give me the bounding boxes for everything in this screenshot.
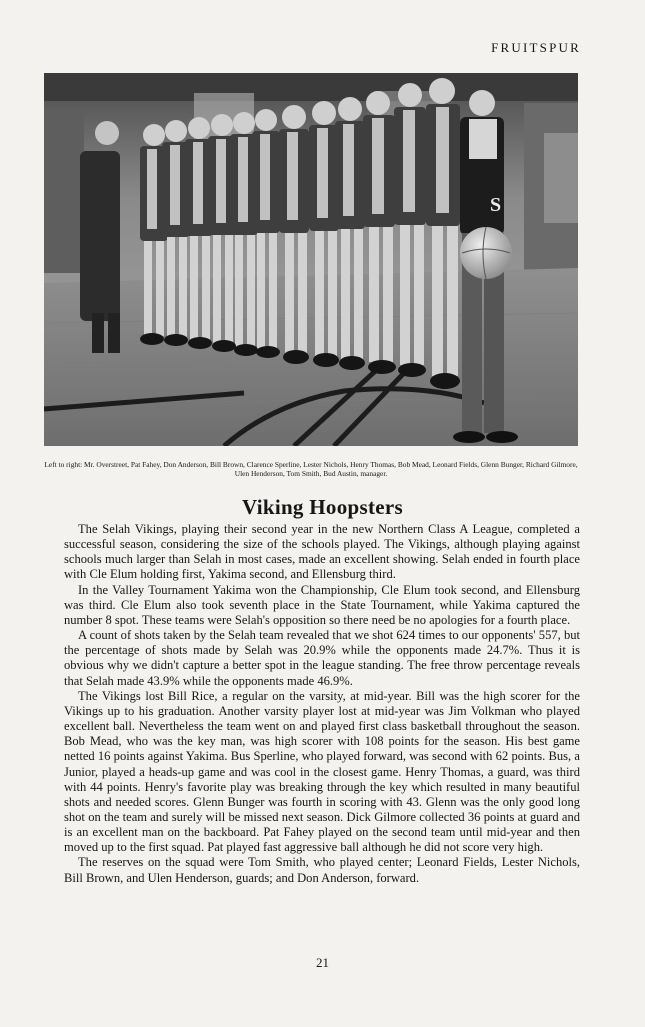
page-number: 21 [316,955,329,970]
paragraph: The Vikings lost Bill Rice, a regular on the varsity, at mid-year. Bill was the high scorer for the Vikings up to his graduation. Another varsity player lost at mid-year was Jim Volkman who played excellent ball. Nevertheless the team went on and played first class basketball throughout the season. Bob Mead, who was the key man, was high scorer with 108 points for the season. His best game netted 16 points against Yakima. Bus Sperline, who played forward, was second with 62 points. Bus, a Junior, played a heads-up game and was cool in the closest game. Henry Thomas, a guard, was third with 44 points. Henry's favorite play was breaking through the key which resulted in many beautiful shots and needed scores. Glenn Bunger was fourth in scoring with 43. Glenn was the only good long shot on the team and surely will be missed next season. Dick Gilmore collected 36 points at guard and is an excellent man on the backboard. Pat Fahey played on the second team until mid-year and then moved up to the first squad. Pat played fast aggressive ball although he did not score very high. [64,688,580,855]
team-photo [44,73,578,446]
paragraph: The Selah Vikings, playing their second year in the new Northern Class A League, completed a successful season, considering the size of the schools played. The Vikings, although playing against schools much larger than Selah in most cases, made an excellent showing. Selah ended in fourth place with Cle Elum holding first, Yakima second, and Ellensburg third. [64,522,580,582]
paragraph: In the Valley Tournament Yakima won the Championship, Cle Elum took second, and Ellensburg was third. Cle Elum also took seventh place in the State Tournament, while Yakima captured the number 8 spot. These teams were Selah's opposition so there need be no apologies for a fourth place. [64,582,580,627]
article-body [64,522,580,886]
paragraph: The reserves on the squad were Tom Smith, who played center; Leonard Fields, Lester Nichols, Bill Brown, and Ulen Henderson, guards; and Don Anderson, forward. [64,855,580,885]
paragraph: A count of shots taken by the Selah team revealed that we shot 624 times to our opponents' 557, but the percentage of shots made by Selah was 20.9% while the opponents made 24.7%. Thus it is obvious why we didn't capture a better spot in the league standing. The free throw percentage reveals that Selah made 43.9% while the opponents made 46.9%. [64,628,580,688]
article-title: Viking Hoopsters [242,495,403,519]
sweater-letter: S [490,194,502,216]
photo-caption: Left to right: Mr. Overstreet, Pat Fahey, Don Anderson, Bill Brown, Clarence Sperline, Lester Nichols, Henry Thomas, Bob Mead, Leonard Fields, Glenn Bunger, Richard Gilmore, Ulen Henderson, Tom Smith, Bud Austin, manager. [44,460,578,478]
running-head: FRUITSPUR [491,40,581,55]
